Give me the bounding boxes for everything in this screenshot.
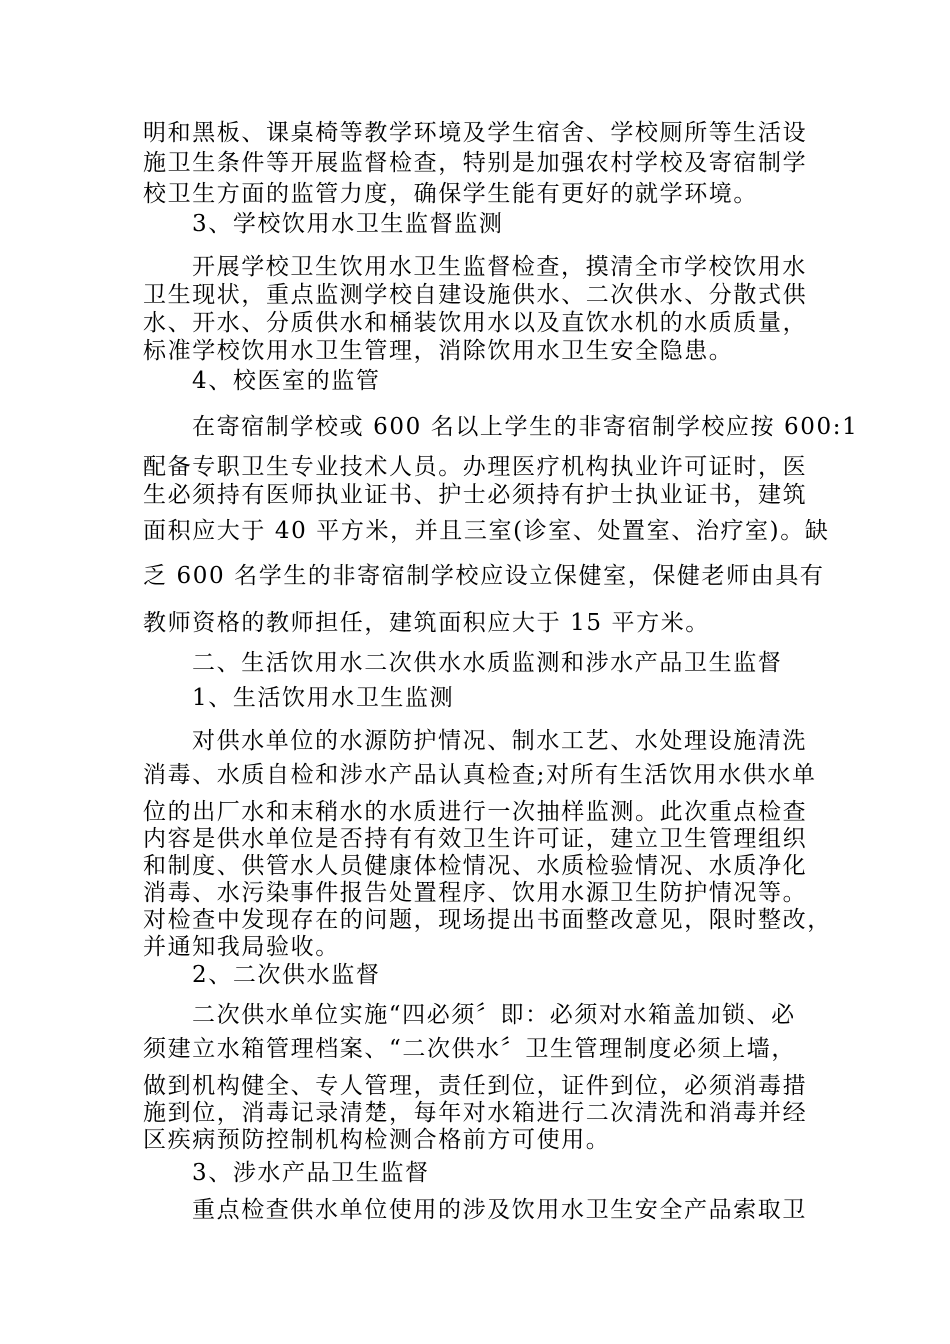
text-line: 和制度、供管水人员健康体检情况、水质检验情况、水质净化	[143, 853, 808, 879]
text-line: 4、校医室的监管	[192, 368, 381, 394]
text-line: 二、生活饮用水二次供水水质监测和涉水产品卫生监督	[192, 650, 783, 676]
text-line: 开展学校卫生饮用水卫生监督检查，摸清全市学校饮用水	[192, 254, 807, 280]
text-line: 生必须持有医师执业证书、护士必须持有护士执业证书，建筑	[143, 482, 808, 508]
text-line: 并通知我局验收。	[143, 934, 340, 960]
text-line: 对检查中发现存在的问题，现场提出书面整改意见，限时整改，	[143, 907, 832, 933]
text-line: 水、开水、分质供水和桶装饮用水以及直饮水机的水质质量，	[143, 310, 808, 336]
text-line: 内容是供水单位是否持有有效卫生许可证，建立卫生管理组织	[143, 826, 808, 852]
text-line: 施到位，消毒记录清楚，每年对水箱进行二次清洗和消毒并经	[143, 1100, 808, 1126]
text-line: 施卫生条件等开展监督检查，特别是加强农村学校及寄宿制学	[143, 150, 808, 176]
text-line: 位的出厂水和末稍水的水质进行一次抽样监测。此次重点检查	[143, 799, 808, 825]
text-line: 标准学校饮用水卫生管理，消除饮用水卫生安全隐患。	[143, 338, 734, 364]
text-line: 二次供水单位实施“四必须〞即：必须对水箱盖加锁、必	[192, 1002, 796, 1028]
text-line: 卫生现状，重点监测学校自建设施供水、二次供水、分散式供	[143, 282, 808, 308]
text-line: 3、学校饮用水卫生监督监测	[192, 211, 504, 237]
text-line: 重点检查供水单位使用的涉及饮用水卫生安全产品索取卫	[192, 1197, 807, 1223]
text-line: 乏 600 名学生的非寄宿制学校应设立保健室，保健老师由具有	[143, 563, 825, 589]
text-line: 教师资格的教师担任，建筑面积应大于 15 平方米。	[143, 610, 710, 636]
text-line: 做到机构健全、专人管理，责任到位，证件到位，必须消毒措	[143, 1073, 808, 1099]
text-line: 区疾病预防控制机构检测合格前方可使用。	[143, 1127, 611, 1153]
text-line: 3、涉水产品卫生监督	[192, 1160, 430, 1186]
text-line: 校卫生方面的监管力度，确保学生能有更好的就学环境。	[143, 181, 758, 207]
text-line: 配备专职卫生专业技术人员。办理医疗机构执业许可证时，医	[143, 454, 808, 480]
text-line: 在寄宿制学校或 600 名以上学生的非寄宿制学校应按 600:1	[192, 414, 859, 440]
text-line: 2、二次供水监督	[192, 962, 381, 988]
text-line: 消毒、水污染事件报告处置程序、饮用水源卫生防护情况等。	[143, 880, 808, 906]
text-line: 1、生活饮用水卫生监测	[192, 685, 455, 711]
text-line: 面积应大于 40 平方米，并且三室(诊室、处置室、治疗室)。缺	[143, 518, 830, 544]
text-line: 对供水单位的水源防护情况、制水工艺、水处理设施清洗	[192, 728, 807, 754]
text-line: 消毒、水质自检和涉水产品认真检查;对所有生活饮用水供水单	[143, 762, 817, 788]
text-line: 明和黑板、课桌椅等教学环境及学生宿舍、学校厕所等生活设	[143, 120, 808, 146]
text-line: 须建立水箱管理档案、“二次供水〞卫生管理制度必须上墙，	[143, 1036, 796, 1062]
